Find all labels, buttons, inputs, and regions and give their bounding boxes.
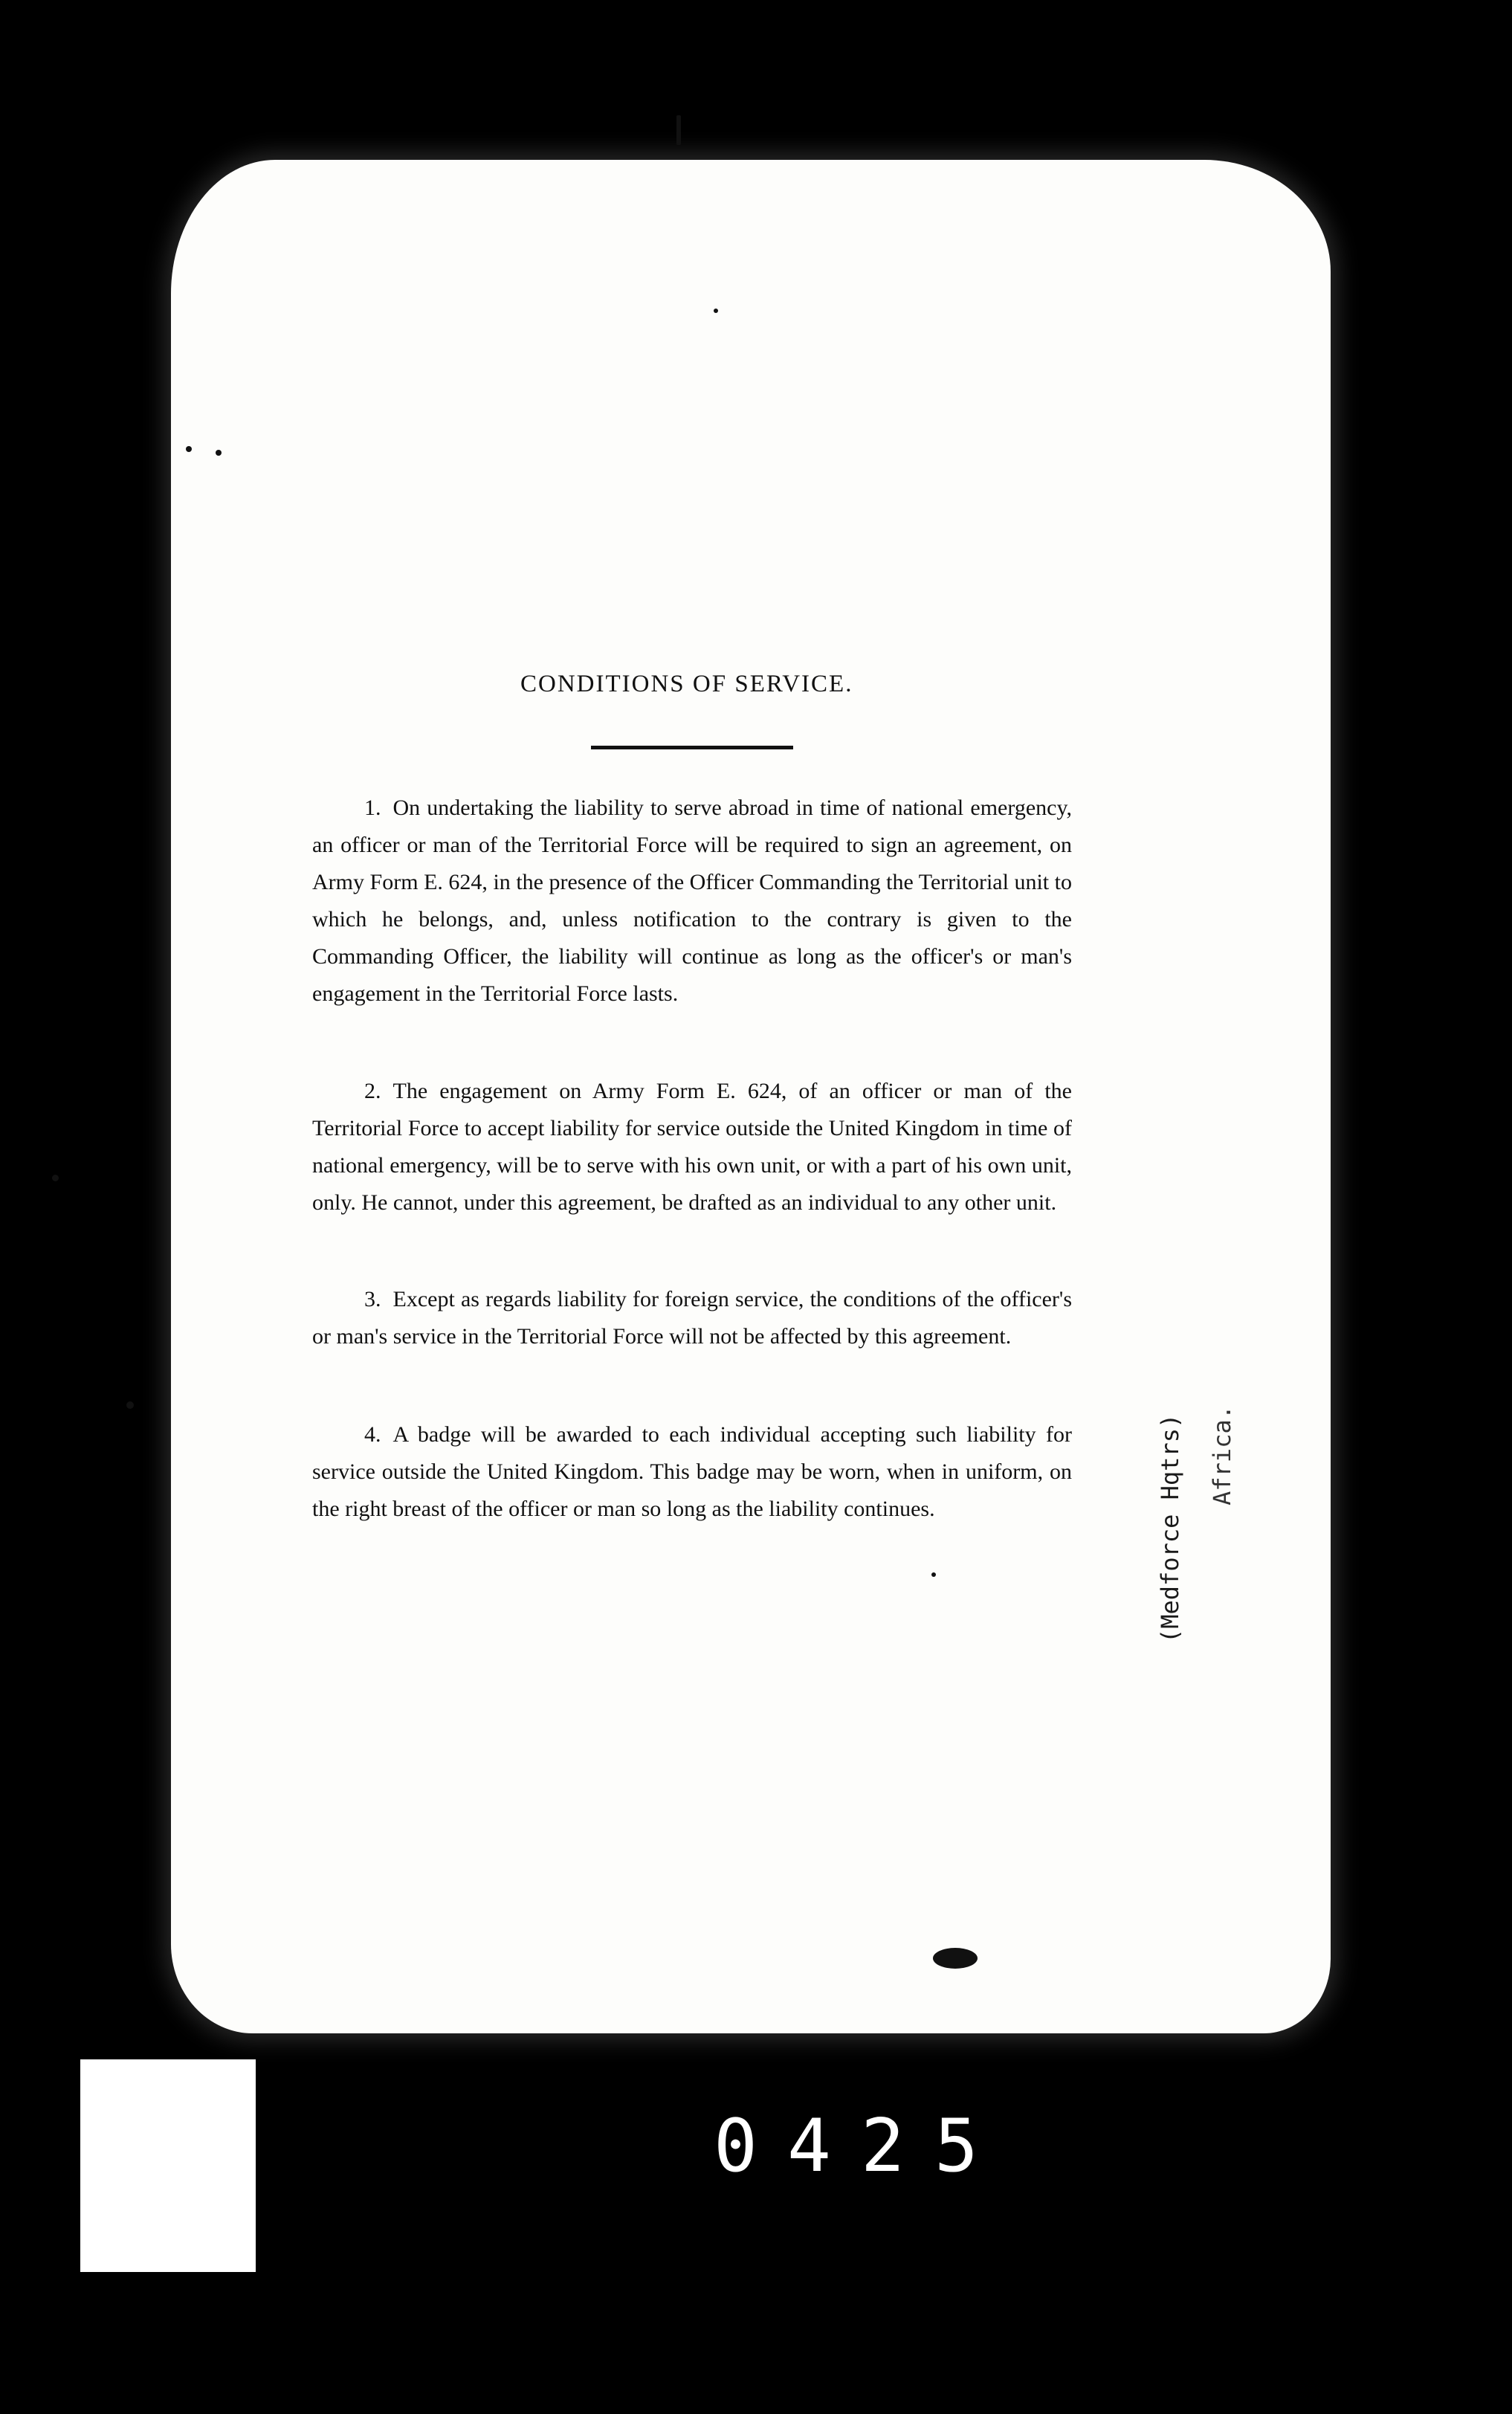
ink-speck	[52, 1175, 59, 1181]
condition-paragraph-1	[312, 790, 1072, 1013]
ink-speck	[216, 450, 222, 456]
ink-speck	[126, 1401, 134, 1409]
paragraph-number: 3.	[364, 1287, 381, 1311]
paragraph-number: 1.	[364, 795, 381, 820]
paragraph-text: The engagement on Army Form E. 624, of an officer or man of the Territorial Force to accept liability for service outside the United Kingdom in time of national emergency, will be to serve with his own unit, or with a part of his own unit, only. He cannot, under this agreement, be drafted as an individual to any other unit.	[312, 1079, 1072, 1215]
paragraph-text: Except as regards liability for foreign service, the conditions of the officer's or man's service in the Territorial Force will not be affected by this agreement.	[312, 1287, 1072, 1349]
paragraph-text: On undertaking the liability to serve abroad in time of national emergency, an officer or man of the Territorial Force will be required to sign an agreement, on Army Form E. 624, in the presence of the Officer Commanding the Territorial unit to which he belongs, and, unless notification to the contrary is given to the Commanding Officer, the liability will continue as long as the officer's or man's engagement in the Territorial Force lasts.	[312, 795, 1072, 1006]
ink-blot	[933, 1948, 978, 1969]
ink-speck	[931, 1572, 936, 1577]
stamp-line-2: Africa.	[1208, 1405, 1236, 1505]
page-title: CONDITIONS OF SERVICE.	[520, 671, 853, 697]
frame-number: 0425	[714, 2104, 1009, 2189]
calibration-card	[80, 2059, 256, 2272]
paragraph-number: 2.	[364, 1079, 381, 1103]
title-underline	[591, 746, 793, 749]
condition-paragraph-2	[312, 1073, 1072, 1221]
paragraph-text: A badge will be awarded to each individual accepting such liability for service outside the United Kingdom. This badge may be worn, when in uniform, on the right breast of the officer or man so long as the liability continues.	[312, 1422, 1072, 1521]
condition-paragraph-4	[312, 1416, 1072, 1528]
condition-paragraph-3	[312, 1281, 1072, 1355]
ink-speck	[676, 115, 681, 145]
ink-speck	[714, 309, 718, 313]
paragraph-number: 4.	[364, 1422, 381, 1447]
stamp-line-1: (Medforce Hqtrs)	[1156, 1413, 1184, 1643]
ink-speck	[186, 446, 192, 452]
rubber-stamp	[1156, 1256, 1275, 1643]
